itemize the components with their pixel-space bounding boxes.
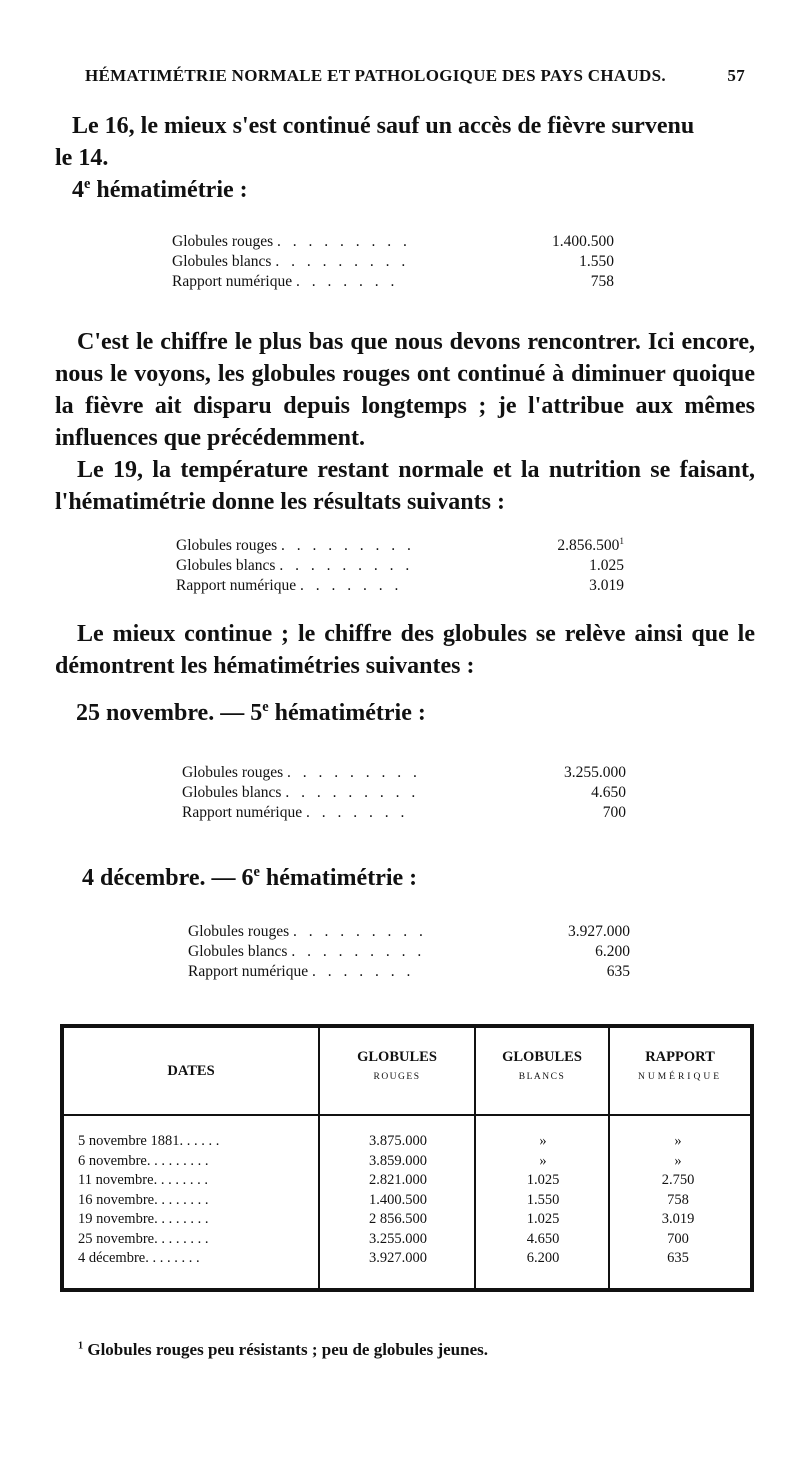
table-row: 16 novembre. . . . . . . . 1.400.500 1.550 758 (78, 1191, 689, 1208)
footnote-mark: 1 (78, 1340, 84, 1352)
page-number: 57 (727, 66, 745, 85)
table-header-rule (64, 1114, 750, 1116)
section-6-heading: 4 décembre. — 6e hématimétrie : (82, 864, 418, 891)
hema-row: Globules rouges . . . . . . . . . 3.927.000 (188, 923, 630, 940)
column-header-dates: DATES (167, 1063, 215, 1079)
table-row: 6 novembre. . . . . . . . . 3.859.000 » » (78, 1152, 682, 1169)
hema-row: Globules rouges . . . . . . . . . 1.400.500 (172, 233, 614, 250)
hema-row: Globules blancs . . . . . . . . . 6.200 (188, 943, 630, 960)
footnote-text: Globules rouges peu résistants ; peu de globules jeunes. (83, 1340, 488, 1359)
hematimetry-19-list (176, 536, 624, 596)
table-row: 4 décembre. . . . . . . . 3.927.000 6.200 635 (78, 1250, 689, 1266)
paragraph-1-line-1: Le 16, le mieux s'est continué sauf un accès de fièvre survenu (72, 113, 695, 139)
paragraph-3: Le 19, la température restant normale et la nutrition se faisant, l'hématimétrie donne les résultats suivants : (55, 457, 755, 515)
paragraph-4: Le mieux continue ; le chiffre des globules se relève ainsi que le démontrent les hématimétries suivantes : (55, 621, 755, 679)
hema-row: Rapport numérique . . . . . . . 3.019 (176, 577, 624, 594)
paragraph-1-line-2: le 14. (55, 145, 109, 171)
section-5-heading: 25 novembre. — 5e hématimétrie : (76, 699, 426, 726)
hema-row: Globules blancs . . . . . . . . . 1.025 (176, 557, 624, 574)
hematimetry-4-list (172, 232, 614, 292)
running-header (85, 66, 745, 86)
table-row: 19 novembre. . . . . . . . 2 856.500 1.025 3.019 (78, 1211, 695, 1227)
table-row: 25 novembre. . . . . . . . 3.255.000 4.650 700 (78, 1230, 689, 1247)
footnote-ref: 1 (619, 536, 624, 547)
column-header-blancs: GLOBULES BLANCS (502, 1049, 582, 1082)
table-row: 11 novembre. . . . . . . . 2.821.000 1.025 2.750 (78, 1172, 695, 1188)
hematimetry-6-list (188, 922, 630, 982)
paragraph-2: C'est le chiffre le plus bas que nous devons rencontrer. Ici encore, nous le voyons, les globules rouges ont continué à diminuer quoique la fièvre ait disparu depuis longtemps ; je l'attribue aux mêmes influences que précédemment. (55, 329, 755, 451)
section-4-heading: 4e hématimétrie : (72, 176, 248, 203)
column-header-rapport: RAPPORT NUMÉRIQUE (638, 1049, 722, 1082)
column-header-rouges: GLOBULES ROUGES (357, 1049, 437, 1082)
hema-row: Rapport numérique . . . . . . . 700 (182, 804, 626, 821)
hematimetry-5-list (182, 763, 626, 823)
header-title: HÉMATIMÉTRIE NORMALE ET PATHOLOGIQUE DES PAYS CHAUDS. (85, 66, 666, 85)
table-row: 5 novembre 1881. . . . . . 3.875.000 » » (78, 1133, 682, 1149)
summary-table (60, 1024, 754, 1292)
hema-row: Rapport numérique . . . . . . . 758 (172, 273, 614, 290)
hema-row: Rapport numérique . . . . . . . 635 (188, 963, 630, 980)
table-body (64, 1132, 750, 1269)
footnote (78, 1340, 488, 1360)
hema-row: Globules rouges . . . . . . . . . 2.856.500$^1$ (176, 536, 624, 554)
hema-row: Globules rouges . . . . . . . . . 3.255.000 (182, 764, 626, 781)
hema-row: Globules blancs . . . . . . . . . 1.550 (172, 253, 614, 270)
hema-row: Globules blancs . . . . . . . . . 4.650 (182, 784, 626, 801)
